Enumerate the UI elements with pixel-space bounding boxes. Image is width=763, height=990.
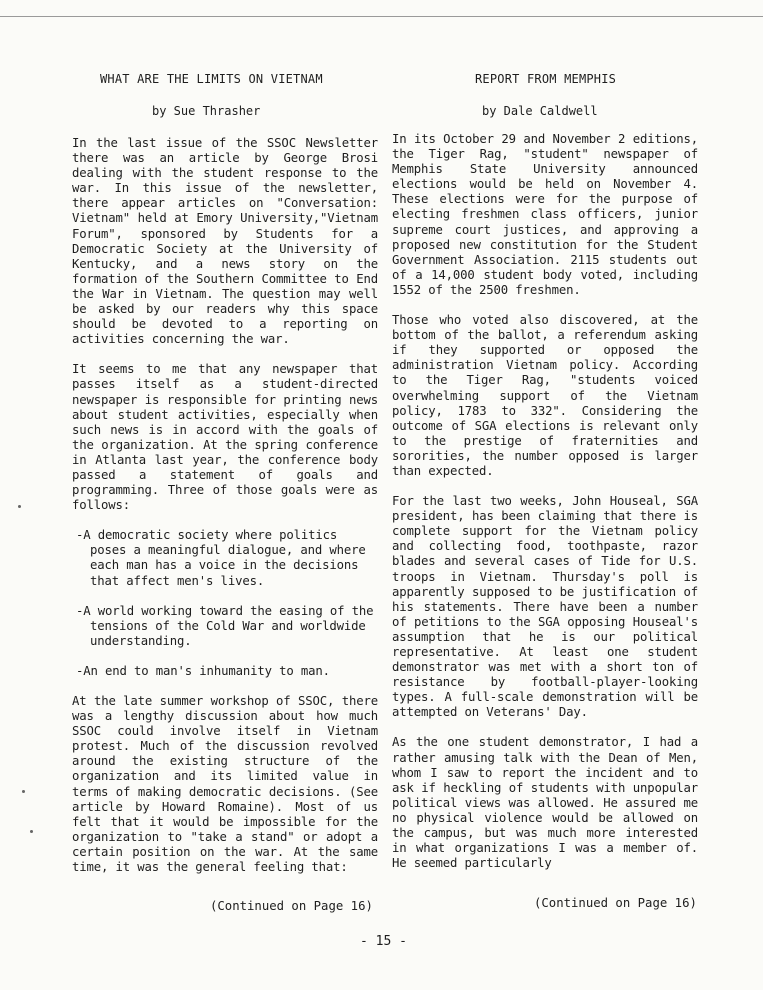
margin-speck — [22, 790, 25, 793]
left-paragraph: At the late summer workshop of SSOC, there was a lengthy discussion about how much SSOC could involve itself in Vietnam protest. Much of the discussion revolved around the existing structure of the organization and its limited value in terms of making democratic decisions. (See article by Howard Romaine). Most of us felt that it would be impossible for the organization to "take a stand" or adopt a certain position on the war. At the same time, it was the general feeling that: — [72, 694, 378, 875]
right-paragraph: Those who voted also discovered, at the bottom of the ballot, a referendum asking if they supported or opposed the administration Vietnam policy. According to the Tiger Rag, "students voiced overwhelming support of the Vietnam policy, 1783 to 332". Considering the outcome of SGA elections is relevant only to the prestige of fraternities and sororities, the number opposed is larger than expected. — [392, 313, 698, 478]
left-paragraph: It seems to me that any newspaper that passes itself as a student-directed newspaper is responsible for printing news about student activities, especially when such news is in accord with the goals of the organization. At the spring conference in Atlanta last year, the conference body passed a statement of goals and programming. Three of those goals were as follows: — [72, 362, 378, 513]
right-paragraph: As the one student demonstrator, I had a rather amusing talk with the Dean of Men, whom I saw to report the incident and to ask if heckling of students with unpopular political views was allowed. He assured me no physical violence would be allowed on the campus, but was much more interested in what organizations I was a member of. He seemed particularly — [392, 735, 698, 871]
left-continued-note: (Continued on Page 16) — [210, 899, 373, 913]
margin-speck — [30, 830, 33, 833]
right-article-title: REPORT FROM MEMPHIS — [475, 72, 617, 86]
goal-item: -A democratic society where politics poses a meaningful dialogue, and where each man has a voice in the decisions that affect men's lives. — [76, 528, 366, 588]
page-number: - 15 - — [360, 934, 407, 949]
top-rule — [0, 16, 763, 17]
left-article-body — [72, 136, 378, 890]
right-continued-note: (Continued on Page 16) — [534, 896, 697, 910]
goal-item: -An end to man's inhumanity to man. — [76, 663, 330, 678]
margin-speck — [18, 505, 21, 508]
right-paragraph: For the last two weeks, John Houseal, SGA president, has been claiming that there is complete support for the Vietnam policy and collecting food, toothpaste, razor blades and several cases of Tide for U.S. troops in Vietnam. Thursday's poll is apparently supposed to be justification of his statements. There have been a number of petitions to the SGA opposing Houseal's assumption that he is our political representative. At least one student demonstrator was met with a short ton of resistance by football-player-looking types. A full-scale demonstration will be attempted on Veterans' Day. — [392, 494, 698, 720]
left-article-title: WHAT ARE THE LIMITS ON VIETNAM — [100, 72, 323, 86]
goal-item: -A world working toward the easing of the tensions of the Cold War and worldwide understanding. — [76, 603, 374, 648]
left-article-byline: by Sue Thrasher — [152, 104, 261, 118]
right-article-byline: by Dale Caldwell — [482, 104, 598, 118]
right-article-body — [392, 132, 698, 886]
left-paragraph: In the last issue of the SSOC Newsletter there was an article by George Brosi dealing with the student response to the war. In this issue of the newsletter, there appear articles on "Conversation: Vietnam" held at Emory University,"Vietnam Forum", sponsored by Students for a Democratic Society at the University of Kentucky, and a news story on the formation of the Southern Committee to End the War in Vietnam. The question may well be asked by our readers why this space should be devoted to a reporting on activities concerning the war. — [72, 136, 378, 347]
right-paragraph: In its October 29 and November 2 editions, the Tiger Rag, "student" newspaper of Memphis State University announced elections would be held on November 4. These elections were for the purpose of electing freshmen class officers, junior supreme court justices, and approving a proposed new constitution for the Student Government Association. 2115 students out of a 14,000 student body voted, including 1552 of the 2500 freshmen. — [392, 132, 698, 297]
